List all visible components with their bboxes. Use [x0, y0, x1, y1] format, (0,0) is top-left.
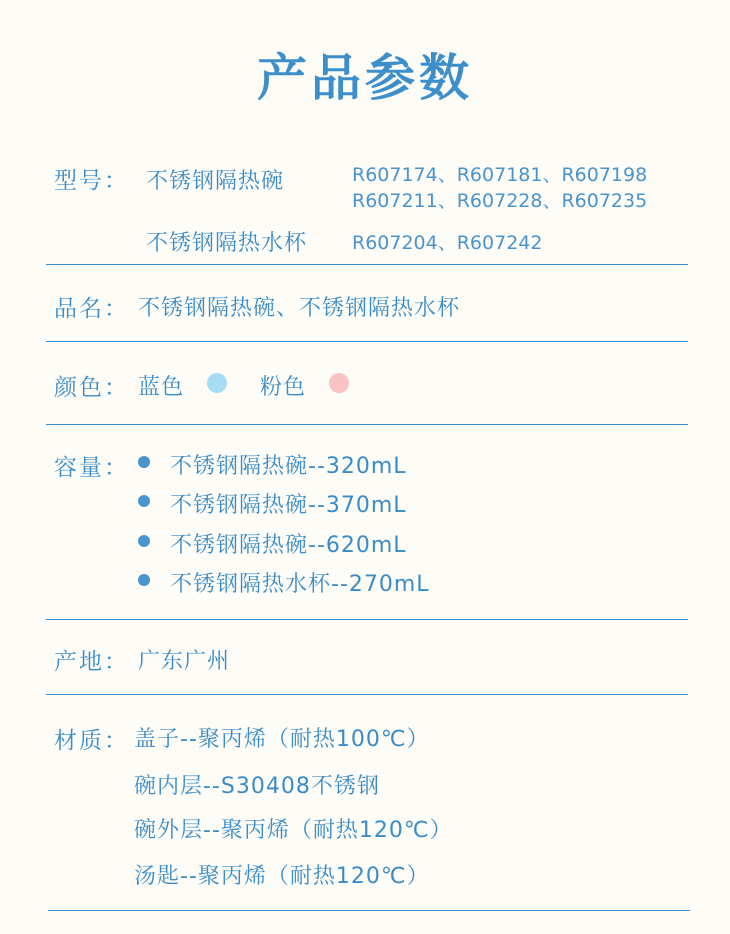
page-title: 产品参数	[257, 49, 473, 107]
material-label: 材质：	[54, 728, 129, 754]
material-item: 碗内层--S30408不锈钢	[134, 774, 380, 799]
model-label: 型号：	[54, 168, 129, 194]
origin-label: 产地：	[54, 649, 129, 675]
material-item: 盖子--聚丙烯（耐热100℃）	[134, 727, 430, 752]
divider	[48, 910, 690, 911]
bullet-icon	[138, 495, 150, 507]
divider	[46, 264, 688, 265]
origin-value: 广东广州	[138, 649, 231, 674]
color-option-pink: 粉色	[260, 375, 307, 400]
capacity-label: 容量：	[54, 455, 129, 481]
model-bowl-codes-line1: R607174、R607181、R607198	[352, 164, 648, 186]
model-bowl-name: 不锈钢隔热碗	[146, 169, 285, 194]
blue-swatch	[207, 373, 227, 393]
model-bowl-codes-line2: R607211、R607228、R607235	[352, 190, 648, 212]
capacity-item: 不锈钢隔热碗--320mL	[170, 454, 407, 479]
bullet-icon	[138, 574, 150, 586]
divider	[46, 694, 688, 695]
bullet-icon	[138, 456, 150, 468]
product-name-label: 品名：	[54, 296, 129, 322]
divider	[46, 424, 688, 425]
capacity-item: 不锈钢隔热碗--620mL	[170, 533, 407, 558]
material-item: 碗外层--聚丙烯（耐热120℃）	[134, 818, 453, 843]
pink-swatch	[329, 373, 349, 393]
divider	[46, 341, 688, 342]
capacity-item: 不锈钢隔热碗--370mL	[170, 493, 407, 518]
bullet-icon	[138, 535, 150, 547]
capacity-item: 不锈钢隔热水杯--270mL	[170, 572, 430, 597]
model-cup-codes: R607204、R607242	[352, 232, 543, 254]
model-cup-name: 不锈钢隔热水杯	[146, 231, 308, 256]
color-label: 颜色：	[54, 375, 129, 401]
color-option-blue: 蓝色	[138, 375, 185, 400]
product-name-value: 不锈钢隔热碗、不锈钢隔热水杯	[138, 296, 461, 321]
divider	[46, 619, 688, 620]
material-item: 汤匙--聚丙烯（耐热120℃）	[134, 864, 430, 889]
